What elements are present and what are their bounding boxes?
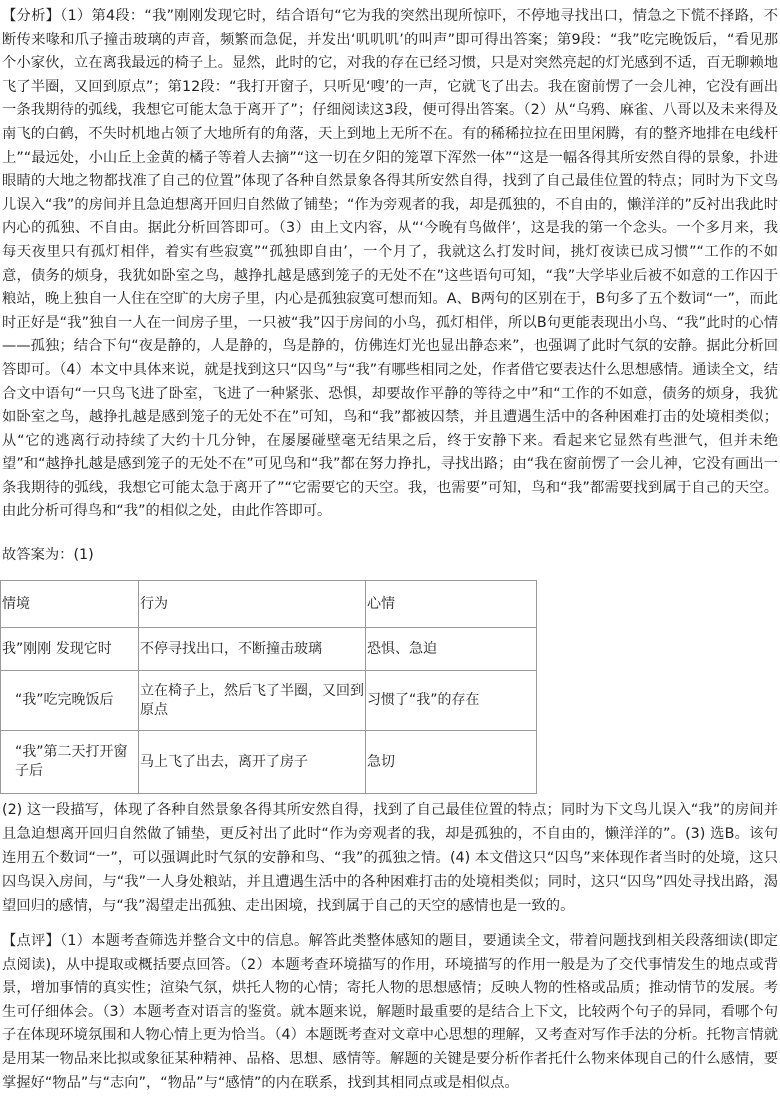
answer-explanation: (2) 这一段描写，体现了各种自然景象各得其所安然自得，找到了自己最佳位置的特点；同时为下文鸟儿误入“我”的房间并且急迫想离开回归自然做了铺垫，更反衬出了此时“作为旁观者的我，却是孤独的，不自由的，懒洋洋的”。(3) 选B。该句连用五个数词“一”，可以强调此时气氛的安静和鸟、“我”的孤独之情。(4) 本文借这只“囚鸟”来体现作者当时的处境，这只囚鸟误入房间，与“我”一人身处粮站，并且遭遇生活中的各种困难打击的处境相类似；同时，这只“囚鸟”四处寻找出路，渴望回归的感情，与“我”渴望走出孤独、走出困境，找到属于自己的天空的感情也是一致的。: [2, 802, 778, 914]
table-row: [1, 731, 537, 794]
table-cell: “我”第二天打开窗子后: [1, 731, 139, 794]
table-cell: 马上飞了出去，离开了房子: [139, 731, 366, 794]
table-header-row: [1, 581, 537, 628]
answer-label: 故答案为：(1): [2, 547, 94, 563]
table-cell: 恐惧、急迫: [366, 628, 537, 671]
table-cell: 急切: [366, 731, 537, 794]
table-cell: 不停寻找出口，不断撞击玻璃: [139, 628, 366, 671]
table-cell: 习惯了“我”的存在: [366, 671, 537, 731]
table-cell: 我”刚刚 发现它时: [1, 628, 139, 671]
table-row: [1, 628, 537, 671]
table-row: [1, 671, 537, 731]
table-cell: “我”吃完晚饭后: [1, 671, 139, 731]
header-cell-mood: 心情: [366, 581, 537, 628]
table-cell: 立在椅子上，然后飞了半圈，又回到原点: [139, 671, 366, 731]
header-cell-situation: 情境: [1, 581, 139, 628]
comment-paragraph: 【点评】（1）本题考查筛选并整合文中的信息。解答此类整体感知的题目，要通读全文，带着问题找到相关段落细读(即定点阅读)，从中提取或概括要点回答。（2）本题考查环境描写的作用，环境描写的作用一般是为了交代事情发生的地点或背景，增加事情的真实性；渲染气氛，烘托人物的心情；寄托人物的思想感情；反映人物的性格或品质；推动情节的发展。考生可仔细体会。（3）本题考查对语言的鉴赏。就本题来说，解题时最重要的是结合上下文，比较两个句子的异同，看哪个句子在体现环境氛围和人物心情上更为恰当。（4）本题既考查对文章中心思想的理解，又考查对写作手法的分析。托物言情就是用某一物品来比拟或象征某种精神、品格、思想、感情等。解题的关键是要分析作者托什么物来体现自己的什么感情，要掌握好“物品”与“志向”，“物品”与“感情”的内在联系，找到其相同点或是相似点。: [2, 933, 778, 1091]
header-cell-behavior: 行为: [139, 581, 366, 628]
analysis-paragraph: 【分析】（1）第4段：“我”刚刚发现它时，结合语句“它为我的突然出现所惊吓，不停地寻找出口，情急之下慌不择路，不断传来喙和爪子撞击玻璃的声音，频繁而急促，并发出‘叽叽叽’的叫声”即可得出答案；第9段：“我”吃完晚饭后，“看见那个小家伙，立在离我最远的椅子上。显然，此时的它，对我的存在已经习惯，只是对突然亮起的灯光感到不适，百无聊赖地飞了半圈，又回到原点”；第12段：“我打开窗子，只听见‘嗖’的一声，它就飞了出去。我在窗前愣了一会儿神，它没有画出一条我期待的弧线，我想它可能太急于离开了”；仔细阅读这3段，便可得出答案。（2）从“乌鸦、麻雀、八哥以及未来得及南飞的白鹤，不失时机地占领了大地所有的角落，天上到地上无所不在。有的稀稀拉拉在田里闲腾，有的整齐地排在电线杆上”“最远处，小山丘上金黄的橘子等着人去摘”“这一切在夕阳的笼罩下浑然一体”“这是一幅各得其所安然自得的景象，扑进眼睛的大地之物都找准了自己的位置”体现了各种自然景象各得其所安然自得，找到了自己最佳位置的特点；同时为下文鸟儿误入“我”的房间并且急迫想离开回归自然做了铺垫；“作为旁观者的我，却是孤独的，不自由的，懒洋洋的”反衬出我此时内心的孤独、不自由。据此分析回答即可。（3）由上文内容，从“‘今晚有鸟做伴’，这是我的第一个念头。一个多月来，我每天夜里只有孤灯相伴，着实有些寂寞”“孤独即自由’，一个月了，我就这么打发时间，挑灯夜读已成习惯”“工作的不如意，债务的烦身，我犹如卧室之鸟，越挣扎越是感到笼子的无处不在”这些语句可知，“我”大学毕业后被不如意的工作囚于粮站，晚上独自一人住在空旷的大房子里，内心是孤独寂寞可想而知。A、B两句的区别在于，B句多了五个数词“一”，而此时正好是“我”独自一人在一间房子里，一只被“我”囚于房间的小鸟，孤灯相伴，所以B句更能表现出小鸟、“我”此时的心情——孤独；结合下句“夜是静的，人是静的，鸟是静的，仿佛连灯光也显出静态来”，也强调了此时气氛的安静。据此分析回答即可。（4）本文中具体来说，就是找到这只“囚鸟”与“我”有哪些相同之处，作者借它要表达什么思想感情。通读全文，结合文中语句“一只鸟飞进了卧室，飞进了一种紧张、恐惧，却要故作平静的等待之中”和“工作的不如意，债务的烦身，我犹如卧室之鸟，越挣扎越是感到笼子的无处不在”可知，鸟和“我”都被囚禁，并且遭遇生活中的各种困难打击的处境相类似；从“它的逃离行动持续了大约十几分钟，在屡屡碰壁毫无结果之后，终于安静下来。看起来它显然有些泄气，但并未绝望”和“越挣扎越是感到笼子的无处不在”可见鸟和“我”都在努力挣扎，寻找出路；由“我在窗前愣了一会儿神，它没有画出一条我期待的弧线，我想它可能太急于离开了”“它需要它的天空。我，也需要”可知，鸟和“我”都需要找到属于自己的天空。由此分析可得鸟和“我”的相似之处，由此作答即可。: [2, 8, 778, 520]
answer-table: [0, 580, 537, 794]
